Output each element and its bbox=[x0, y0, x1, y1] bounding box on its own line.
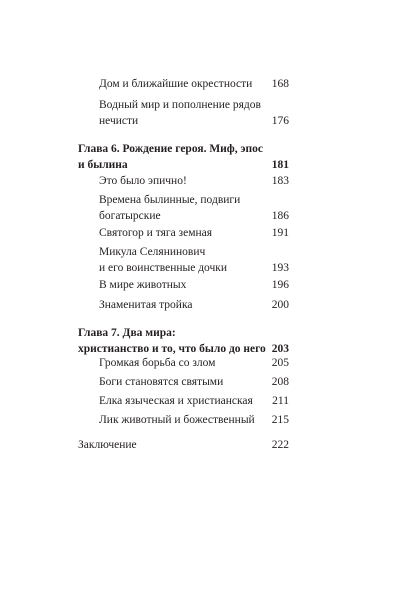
toc-entry-title bbox=[78, 437, 137, 453]
toc-entry-title-line: Это было эпично! bbox=[99, 175, 187, 187]
toc-chapter-title-line: христианство и то, что было до него bbox=[78, 343, 266, 355]
toc-entry-mikula bbox=[99, 244, 289, 276]
toc-entry-tree bbox=[99, 393, 289, 409]
toc-entry-conclusion bbox=[78, 437, 289, 453]
toc-entry-title bbox=[99, 173, 187, 189]
toc-entry-title-line: Времена былинные, подвиги bbox=[99, 194, 241, 206]
toc-entry-title-line: богатырские bbox=[99, 210, 161, 222]
toc-entry-page-number: 208 bbox=[271, 376, 289, 388]
toc-entry-title bbox=[99, 297, 192, 313]
toc-entry-title bbox=[99, 192, 240, 224]
toc-chapter-title-line: и былина bbox=[78, 159, 128, 171]
toc-entry-page-number: 200 bbox=[271, 299, 289, 311]
toc-entry-face bbox=[99, 412, 289, 428]
toc-entry-page-number: 186 bbox=[271, 210, 289, 222]
toc-entry-title bbox=[99, 355, 215, 371]
toc-entry-title bbox=[99, 97, 261, 129]
toc-entry-page-number: 183 bbox=[271, 175, 289, 187]
toc-entry-gods-saints bbox=[99, 374, 289, 390]
toc-chapter-page-number: 203 bbox=[271, 343, 289, 355]
toc-entry-title bbox=[99, 225, 212, 241]
toc-entry-title-line: В мире животных bbox=[99, 279, 187, 291]
toc-entry-animal-world bbox=[99, 277, 289, 293]
toc-entry-title-line: Заключение bbox=[78, 439, 137, 451]
toc-entry-title-line: Громкая борьба со злом bbox=[99, 357, 216, 369]
toc-entry-page-number: 193 bbox=[271, 262, 289, 274]
toc-chapter-7 bbox=[78, 325, 289, 357]
toc-entry-troika bbox=[99, 297, 289, 313]
toc-entry-title-line: Святогор и тяга земная bbox=[99, 227, 213, 239]
toc-entry-fight-evil bbox=[99, 355, 289, 371]
toc-entry-page-number: 176 bbox=[271, 115, 289, 127]
toc-entry-home-surroundings bbox=[99, 76, 289, 92]
toc-entry-title bbox=[99, 412, 255, 428]
toc-entry-title-line: Знаменитая тройка bbox=[99, 299, 193, 311]
toc-entry-page-number: 222 bbox=[271, 439, 289, 451]
toc-entry-title bbox=[99, 76, 252, 92]
toc-chapter-page-number: 181 bbox=[271, 159, 289, 171]
toc-entry-page-number: 205 bbox=[271, 357, 289, 369]
toc-chapter-title bbox=[78, 325, 266, 357]
toc-entry-page-number: 168 bbox=[271, 78, 289, 90]
toc-entry-title-line: Боги становятся святыми bbox=[99, 376, 224, 388]
toc-entry-title-line: Водный мир и пополнение рядов bbox=[99, 99, 261, 111]
toc-entry-svyatogor bbox=[99, 225, 289, 241]
toc-entry-title-line: Лик животный и божественный bbox=[99, 414, 255, 426]
toc-chapter-title-line: Глава 6. Рождение героя. Миф, эпос bbox=[78, 143, 263, 155]
toc-entry-title-line: Микула Селянинович bbox=[99, 246, 206, 258]
toc-entry-title bbox=[99, 277, 186, 293]
toc-entry-title-line: Дом и ближайшие окрестности bbox=[99, 78, 253, 90]
toc-entry-title bbox=[99, 393, 253, 409]
toc-entry-page-number: 191 bbox=[271, 227, 289, 239]
toc-entry-bylina-times bbox=[99, 192, 289, 224]
toc-chapter-title-line: Глава 7. Два мира: bbox=[78, 327, 176, 339]
toc-entry-water-world bbox=[99, 97, 289, 129]
toc-entry-title-line: и его воинственные дочки bbox=[99, 262, 228, 274]
toc-entry-title-line: нечисти bbox=[99, 115, 139, 127]
toc-entry-title-line: Елка языческая и христианская bbox=[99, 395, 253, 407]
toc-entry-page-number: 211 bbox=[272, 395, 289, 407]
toc-entry-page-number: 215 bbox=[271, 414, 289, 426]
toc-entry-title bbox=[99, 244, 227, 276]
toc-chapter-title bbox=[78, 141, 263, 173]
toc-chapter-6 bbox=[78, 141, 289, 173]
toc-entry-title bbox=[99, 374, 223, 390]
toc-entry-page-number: 196 bbox=[271, 279, 289, 291]
toc-entry-epic bbox=[99, 173, 289, 189]
